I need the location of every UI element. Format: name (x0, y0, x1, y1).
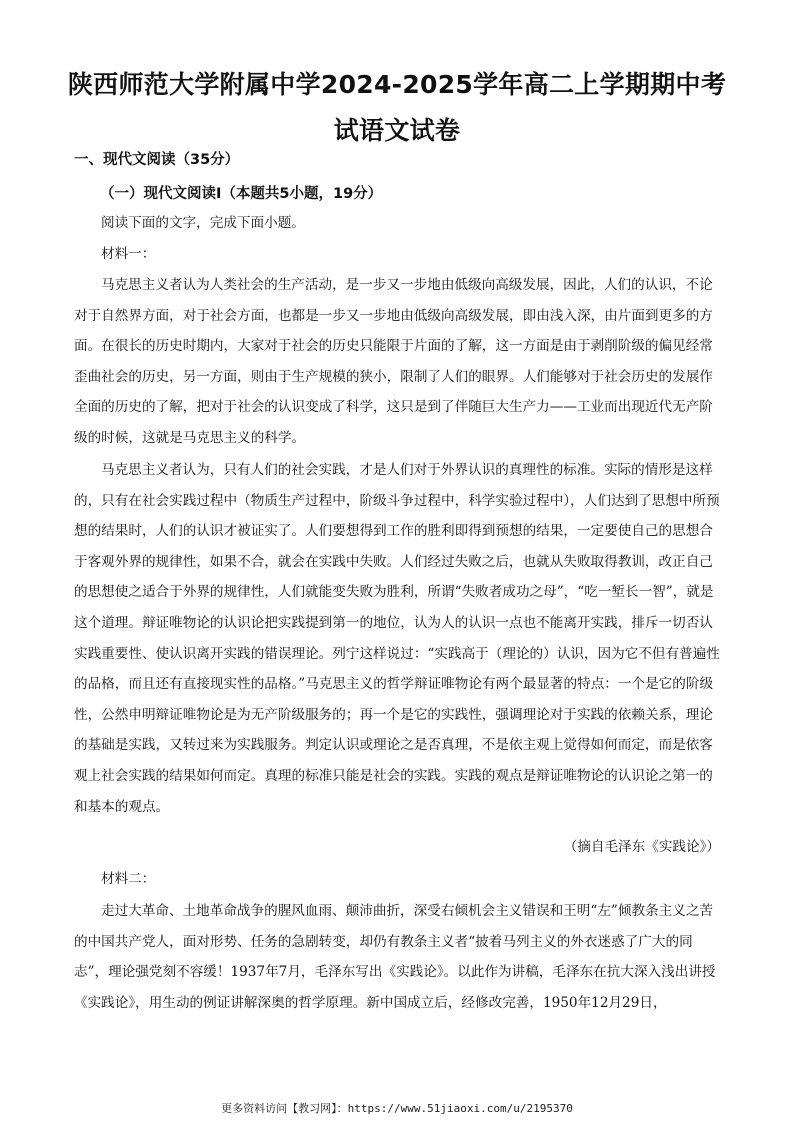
instruction-text: 阅读下面的文字，完成下面小题。 (101, 215, 305, 231)
material-two-label: 材料二： (101, 871, 156, 887)
material-one-label: 材料一： (101, 246, 156, 262)
document-title: 陕西师范大学附属中学2024-2025学年高二上学期期中考试语文试卷 (67, 70, 727, 145)
material-one-paragraph-2: 马克思主义者认为，只有人们的社会实践，才是人们对于外界认识的真理性的标准。实际的情形是这样的，只有在社会实践过程中（物质生产过程中，阶级斗争过程中，科学实验过程中），人们达到了思想中所预想的结果时，人们的认识才被证实了。人们要想得到工作的胜利即得到预想的结果，一定要使自己的思想合于客观外界的规律性，如果不合，就会在实践中失败。人们经过失败之后，也就从失败取得教训，改正自己的思想使之适合于外界的规律性，人们就能变失败为胜利，所谓“失败者成功之母”，“吃一堑长一智”，就是这个道理。辩证唯物论的认识论把实践提到第一的地位，认为人的认识一点也不能离开实践，排斥一切否认实践重要性、使认识离开实践的错误理论。列宁这样说过：“实践高于（理论的）认识，因为它不但有普遍性的品格，而且还有直接现实性的品格。”马克思主义的哲学辩证唯物论有两个最显著的特点：一个是它的阶级性，公然申明辩证唯物论是为无产阶级服务的；再一个是它的实践性，强调理论对于实践的依赖关系，理论的基础是实践，又转过来为实践服务。判定认识或理论之是否真理，不是依主观上觉得如何而定，而是依客观上社会实践的结果如何而定。真理的标准只能是社会的实践。实践的观点是辩证唯物论的认识论之第一的和基本的观点。 (74, 462, 720, 815)
material-two-paragraph-1: 走过大革命、土地革命战争的腥风血雨、颠沛曲折，深受右倾机会主义错误和王明“左”倾教条主义之苦的中国共产党人，面对形势、任务的急剧转变，却仍有教条主义者“披着马列主义的外衣迷惑了广大的同志”，理论强党刻不容缓！1937年7月，毛泽东写出《实践论》。以此作为讲稿，毛泽东在抗大深入浅出讲授《实践论》，用生动的例证讲解深奥的哲学原理。新中国成立后，经修改完善，1950年12月29日， (74, 903, 716, 1011)
footer-source-link[interactable]: 更多资料访问【教习网】：https://www.51jiaoxi.com/u/2195370 (221, 1102, 573, 1115)
subsection-heading-reading-one: （一）现代文阅读Ⅰ（本题共5小题，19分） (100, 186, 383, 202)
material-one-paragraph-1: 马克思主义者认为人类社会的生产活动，是一步又一步地由低级向高级发展，因此，人们的认识，不论对于自然界方面，对于社会方面，也都是一步又一步地由低级向高级发展，即由浅入深，由片面到更多的方面。在很长的历史时期内，大家对于社会的历史只能限于片面的了解，这一方面是由于剥削阶级的偏见经常歪曲社会的历史，另一方面，则由于生产规模的狭小，限制了人们的眼界。人们能够对于社会历史的发展作全面的历史的了解，把对于社会的认识变成了科学，这只是到了伴随巨大生产力——工业而出现近代无产阶级的时候，这就是马克思主义的科学。 (74, 277, 713, 446)
section-heading-modern-reading: 一、现代文阅读（35分） (74, 152, 240, 168)
material-one-source: （摘自毛泽东《实践论》） (563, 839, 720, 855)
